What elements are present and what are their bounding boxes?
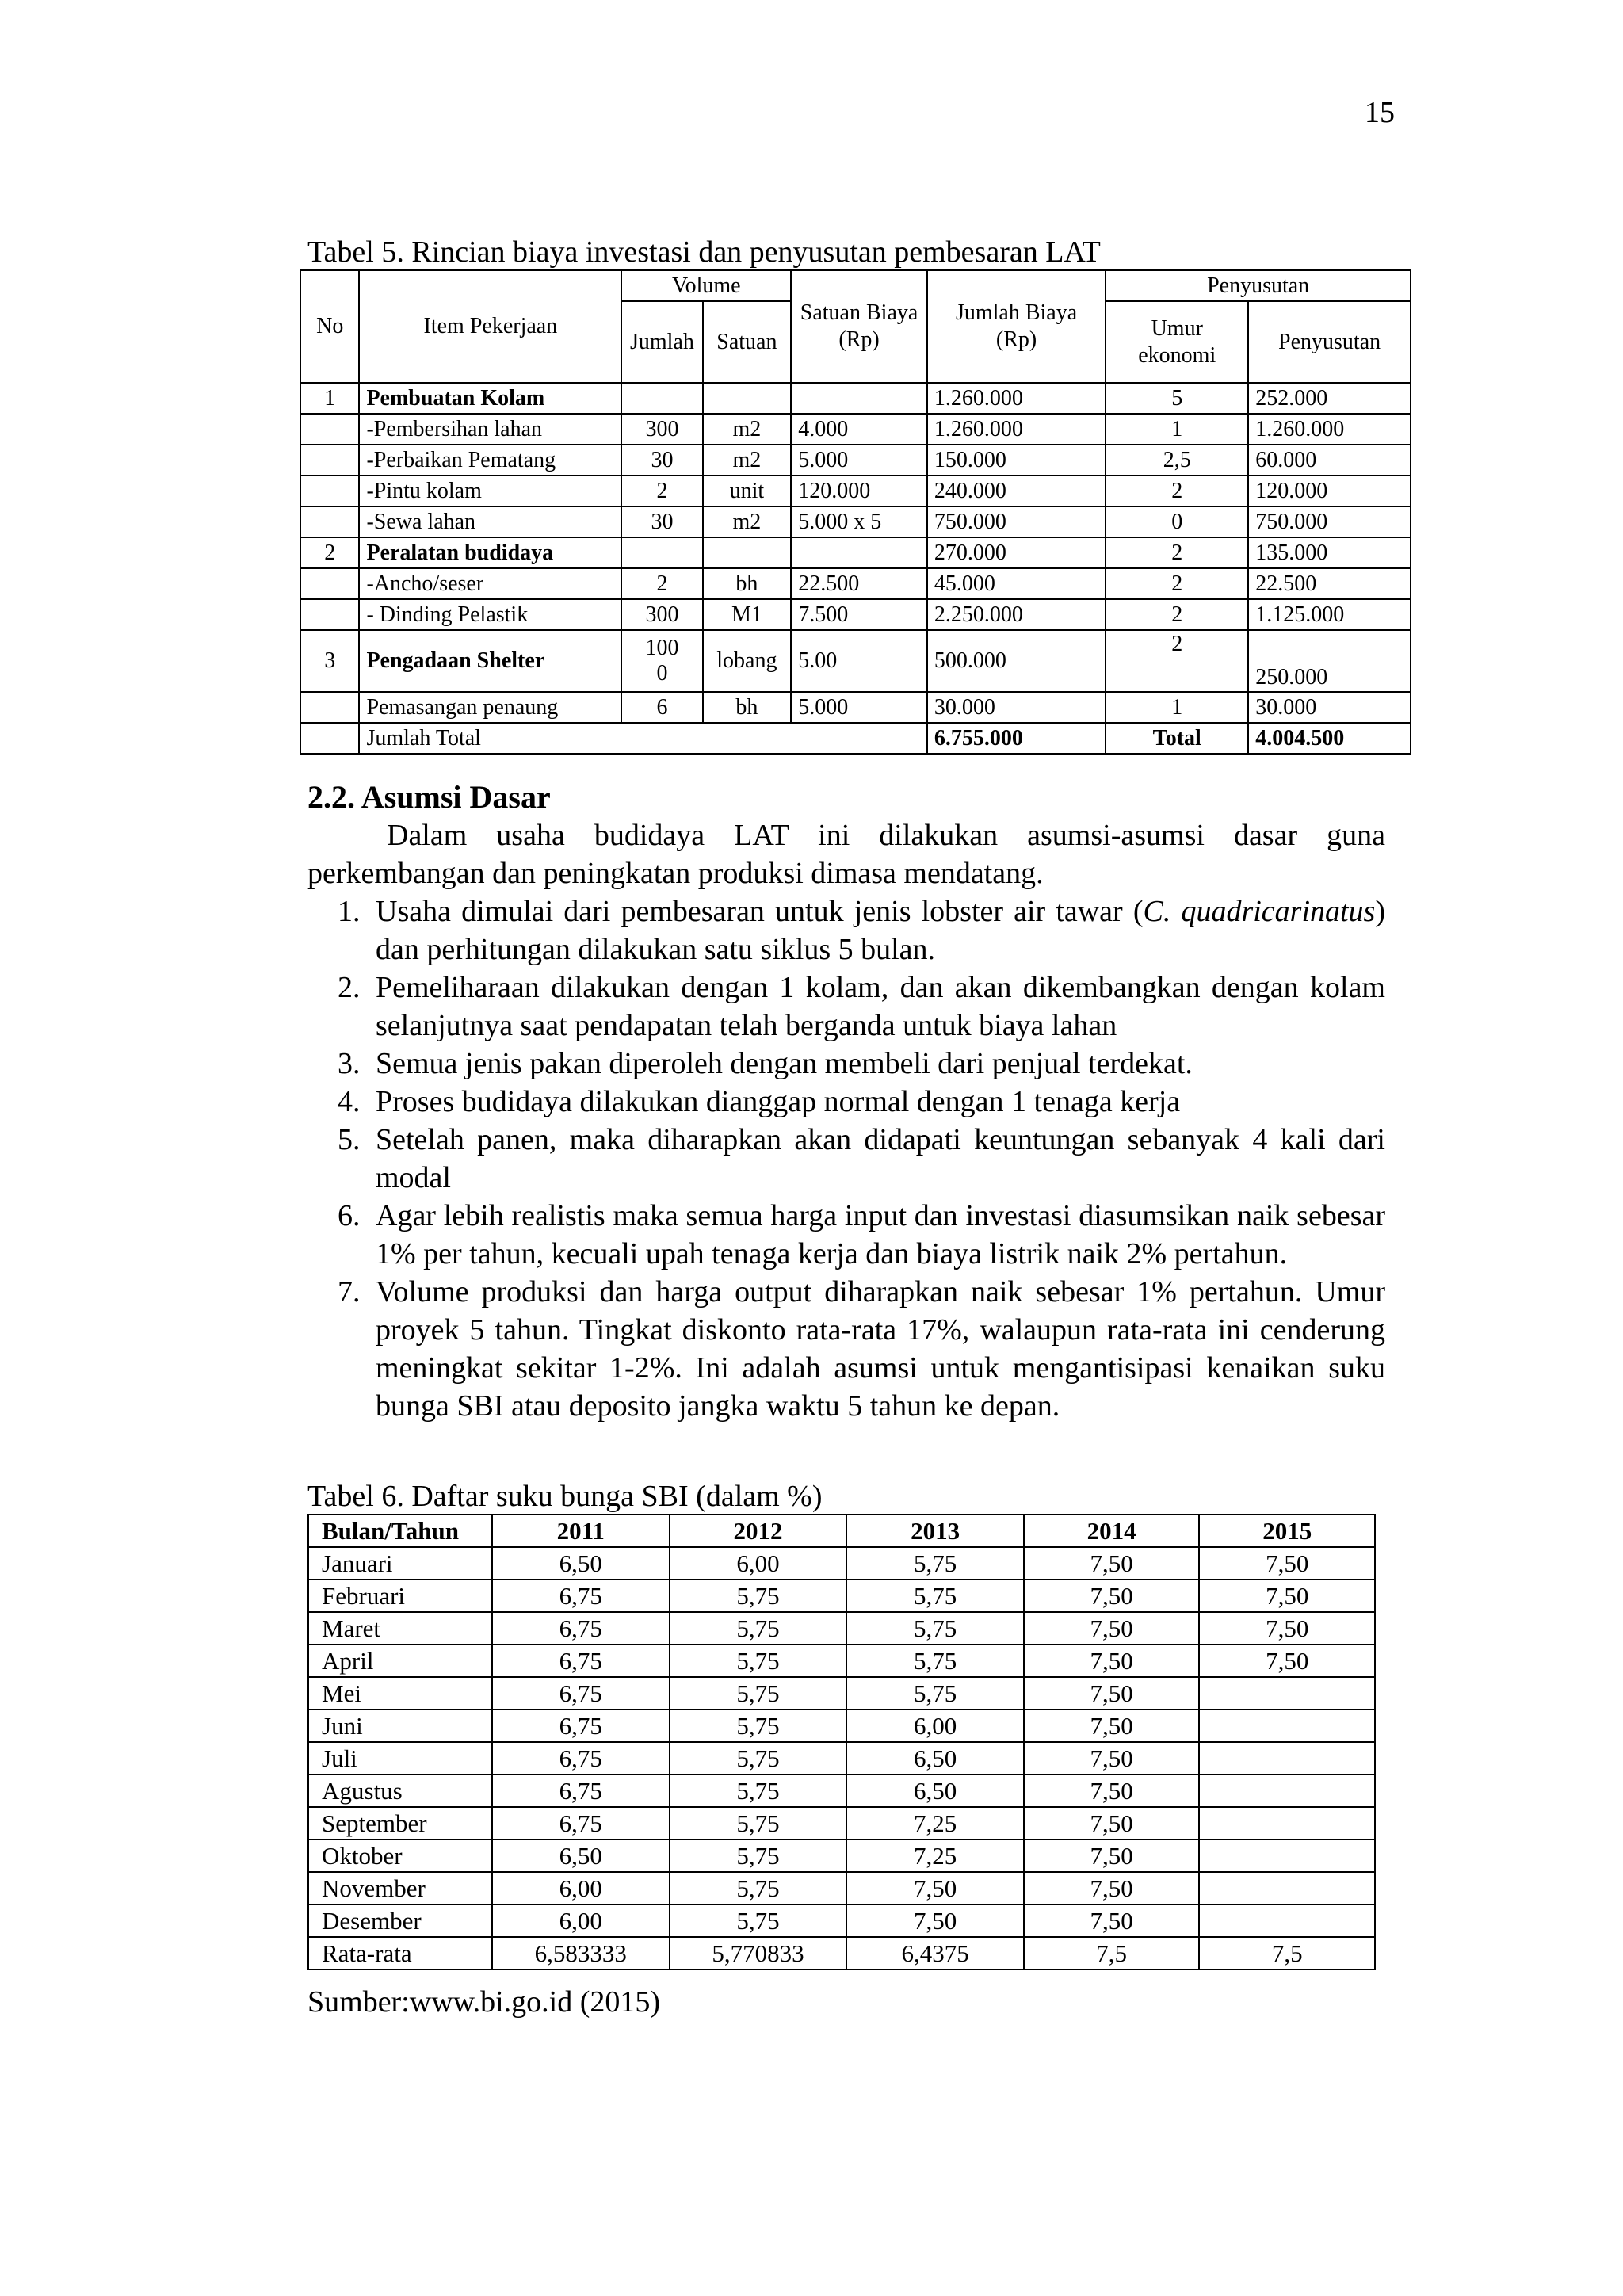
- cell-umur: 1: [1106, 414, 1248, 445]
- rate-cell: 6,50: [846, 1742, 1024, 1775]
- cell-satuan-biaya: 5.00: [791, 630, 927, 692]
- table-row: [308, 1904, 1375, 1937]
- list-item-text: Usaha dimulai dari pembesaran untuk jenis lobster air tawar (: [376, 895, 1144, 928]
- cell-jumlah-biaya: 240.000: [927, 476, 1106, 506]
- header-jumlah-biaya: Jumlah Biaya (Rp): [927, 270, 1106, 383]
- header-jumlah: Jumlah: [621, 301, 702, 383]
- header-satuan-biaya: Satuan Biaya (Rp): [791, 270, 927, 383]
- rate-cell: 5,75: [670, 1612, 847, 1645]
- month-cell: Agustus: [308, 1775, 492, 1807]
- table-row-penaung: [300, 692, 1411, 723]
- cell-jumlah: 30: [621, 445, 702, 476]
- table-row: [300, 506, 1411, 537]
- cell-satuan-biaya: [791, 383, 927, 414]
- cell-penyusutan: 750.000: [1248, 506, 1411, 537]
- rate-cell: 5,75: [846, 1677, 1024, 1710]
- cell-umur: 2: [1106, 537, 1248, 568]
- table-row: [308, 1645, 1375, 1677]
- table-row: [308, 1742, 1375, 1775]
- species-name: C. quadricarinatus: [1143, 895, 1376, 928]
- table5-caption: Tabel 5. Rincian biaya investasi dan penyusutan pembesaran LAT: [307, 235, 1101, 269]
- rate-cell: 7,50: [1024, 1580, 1200, 1612]
- table-row: [300, 476, 1411, 506]
- table-row-shelter: [300, 630, 1411, 692]
- header-item: Item Pekerjaan: [359, 270, 621, 383]
- assumption-list: [307, 892, 1385, 1425]
- table-row: [300, 568, 1411, 599]
- section-body: [307, 816, 1385, 1425]
- header-cell: 2015: [1199, 1515, 1375, 1547]
- table-row: [308, 1710, 1375, 1742]
- cell-umur: 2: [1106, 599, 1248, 630]
- header-volume: Volume: [621, 270, 791, 301]
- rate-cell: 7,5: [1199, 1937, 1375, 1969]
- rate-cell: 6,00: [492, 1904, 670, 1937]
- cell-penyusutan: 60.000: [1248, 445, 1411, 476]
- table-row: [308, 1937, 1375, 1969]
- rate-cell: 6,75: [492, 1645, 670, 1677]
- cell-satuan: m2: [703, 414, 792, 445]
- cell-penyusutan: 120.000: [1248, 476, 1411, 506]
- cell-item: Peralatan budidaya: [359, 537, 621, 568]
- table-row: [300, 599, 1411, 630]
- rate-cell: 6,50: [492, 1547, 670, 1580]
- rate-cell: 7,50: [1024, 1904, 1200, 1937]
- rate-cell: 6,75: [492, 1612, 670, 1645]
- rate-cell: 6,50: [492, 1839, 670, 1872]
- rate-cell: [1199, 1677, 1375, 1710]
- cell-jumlah: 300: [621, 414, 702, 445]
- table-row: [308, 1547, 1375, 1580]
- rate-cell: 7,25: [846, 1839, 1024, 1872]
- list-item: 2. Pemeliharaan dilakukan dengan 1 kolam, dan akan dikembangkan dengan kolam selanjutnya saat pendapatan telah berganda untuk biaya lahan: [368, 968, 1385, 1045]
- cell-item: Pemasangan penaung: [359, 692, 621, 723]
- cell-item: -Pembersihan lahan: [359, 414, 621, 445]
- rate-cell: 5,75: [670, 1580, 847, 1612]
- cell-item: -Ancho/seser: [359, 568, 621, 599]
- cell-no: [300, 692, 359, 723]
- rate-cell: 5,75: [846, 1547, 1024, 1580]
- list-item: 5. Setelah panen, maka diharapkan akan didapati keuntungan sebanyak 4 kali dari modal: [368, 1121, 1385, 1197]
- month-cell: April: [308, 1645, 492, 1677]
- cell-no: 1: [300, 383, 359, 414]
- table-row: [308, 1775, 1375, 1807]
- table-row: [300, 445, 1411, 476]
- rate-cell: 6,75: [492, 1580, 670, 1612]
- cell-jumlah-biaya: 500.000: [927, 630, 1106, 692]
- section-title: 2.2. Asumsi Dasar: [307, 779, 551, 815]
- cell-jumlah: 2: [621, 476, 702, 506]
- cell-jumlah-biaya: 2.250.000: [927, 599, 1106, 630]
- rate-cell: 7,25: [846, 1807, 1024, 1839]
- header-cell: 2012: [670, 1515, 847, 1547]
- cell-satuan-biaya: 7.500: [791, 599, 927, 630]
- cell-satuan: m2: [703, 506, 792, 537]
- rate-cell: 5,75: [670, 1839, 847, 1872]
- rate-cell: 7,50: [846, 1872, 1024, 1904]
- cell-jumlah-biaya: 1.260.000: [927, 414, 1106, 445]
- rate-cell: 6,583333: [492, 1937, 670, 1969]
- cell-penyusutan: 22.500: [1248, 568, 1411, 599]
- rate-cell: 6,00: [846, 1710, 1024, 1742]
- table6-caption: Tabel 6. Daftar suku bunga SBI (dalam %): [307, 1480, 823, 1513]
- cell-satuan: M1: [703, 599, 792, 630]
- cell-no: [300, 414, 359, 445]
- cell-satuan: lobang: [703, 630, 792, 692]
- cell-satuan-biaya: 5.000: [791, 692, 927, 723]
- header-satuan: Satuan: [703, 301, 792, 383]
- cell-no: [300, 506, 359, 537]
- cell-item: - Dinding Pelastik: [359, 599, 621, 630]
- cell-total-penyusutan: 4.004.500: [1248, 723, 1411, 754]
- header-penyusutan: Penyusutan: [1248, 301, 1411, 383]
- cell-no: 2: [300, 537, 359, 568]
- cell-no: [300, 445, 359, 476]
- rate-cell: 7,5: [1024, 1937, 1200, 1969]
- list-item: 4. Proses budidaya dilakukan dianggap normal dengan 1 tenaga kerja: [368, 1083, 1385, 1121]
- rate-cell: 7,50: [1024, 1872, 1200, 1904]
- table6-header-row: [308, 1515, 1375, 1547]
- cell-no: [300, 599, 359, 630]
- cell-umur: 2: [1106, 630, 1248, 692]
- cell-satuan: bh: [703, 568, 792, 599]
- month-cell: Januari: [308, 1547, 492, 1580]
- rate-cell: 6,75: [492, 1807, 670, 1839]
- rate-cell: 5,75: [670, 1645, 847, 1677]
- table-row: [308, 1807, 1375, 1839]
- cell-umur: 1: [1106, 692, 1248, 723]
- rate-cell: 5,75: [670, 1742, 847, 1775]
- table-row: [308, 1872, 1375, 1904]
- list-item: [368, 892, 1385, 968]
- rate-cell: [1199, 1742, 1375, 1775]
- cell-jumlah-biaya: 45.000: [927, 568, 1106, 599]
- rate-cell: 7,50: [1024, 1677, 1200, 1710]
- cell-total-jumlah-biaya: 6.755.000: [927, 723, 1106, 754]
- cell-no-empty: [300, 723, 359, 754]
- cell-jumlah-biaya: 1.260.000: [927, 383, 1106, 414]
- month-cell: Februari: [308, 1580, 492, 1612]
- rate-cell: 7,50: [1024, 1807, 1200, 1839]
- header-umur-ekonomi: Umur ekonomi: [1106, 301, 1248, 383]
- rate-cell: 7,50: [1199, 1547, 1375, 1580]
- cell-penyusutan: 1.125.000: [1248, 599, 1411, 630]
- cell-satuan-biaya: [791, 537, 927, 568]
- cell-item: Pengadaan Shelter: [359, 630, 621, 692]
- cell-jumlah-line1: 100: [645, 636, 679, 660]
- table-row: [308, 1839, 1375, 1872]
- cell-no: 3: [300, 630, 359, 692]
- page-number: 15: [1365, 96, 1395, 129]
- cell-satuan: bh: [703, 692, 792, 723]
- cell-umur: 0: [1106, 506, 1248, 537]
- rate-cell: 5,75: [670, 1677, 847, 1710]
- rate-cell: 7,50: [1199, 1580, 1375, 1612]
- list-item-text: ) dan perhitungan dilakukan satu siklus 5 bulan.: [376, 895, 1386, 966]
- cell-item: -Perbaikan Pematang: [359, 445, 621, 476]
- cell-jumlah-biaya: 750.000: [927, 506, 1106, 537]
- cell-no: [300, 476, 359, 506]
- rate-cell: [1199, 1710, 1375, 1742]
- month-cell: Juli: [308, 1742, 492, 1775]
- rate-cell: 5,75: [670, 1904, 847, 1937]
- cell-penyusutan: 30.000: [1248, 692, 1411, 723]
- cell-jumlah: [621, 630, 702, 692]
- rate-cell: 7,50: [1199, 1612, 1375, 1645]
- month-cell: Juni: [308, 1710, 492, 1742]
- cell-jumlah: [621, 537, 702, 568]
- cell-umur: 2,5: [1106, 445, 1248, 476]
- rate-cell: 6,75: [492, 1742, 670, 1775]
- month-cell: Rata-rata: [308, 1937, 492, 1969]
- header-cell: 2014: [1024, 1515, 1200, 1547]
- cell-total-word: Total: [1106, 723, 1248, 754]
- rate-cell: 6,75: [492, 1775, 670, 1807]
- cell-item: -Sewa lahan: [359, 506, 621, 537]
- table6-sbi-rates: [307, 1514, 1376, 1970]
- table-row: [300, 537, 1411, 568]
- cell-item: -Pintu kolam: [359, 476, 621, 506]
- cell-satuan-biaya: 22.500: [791, 568, 927, 599]
- rate-cell: 7,50: [1024, 1547, 1200, 1580]
- cell-penyusutan: 250.000: [1248, 630, 1411, 692]
- rate-cell: [1199, 1839, 1375, 1872]
- rate-cell: 7,50: [1024, 1645, 1200, 1677]
- rate-cell: 5,75: [846, 1612, 1024, 1645]
- rate-cell: 6,75: [492, 1710, 670, 1742]
- cell-jumlah-biaya: 30.000: [927, 692, 1106, 723]
- table5-investment-costs: [300, 269, 1411, 755]
- table-row: [308, 1677, 1375, 1710]
- rate-cell: 5,75: [670, 1710, 847, 1742]
- table-row: [300, 414, 1411, 445]
- cell-satuan-biaya: 5.000: [791, 445, 927, 476]
- cell-satuan-biaya: 5.000 x 5: [791, 506, 927, 537]
- cell-jumlah: 30: [621, 506, 702, 537]
- cell-penyusutan: 1.260.000: [1248, 414, 1411, 445]
- month-cell: Desember: [308, 1904, 492, 1937]
- cell-jumlah: 6: [621, 692, 702, 723]
- section-intro: Dalam usaha budidaya LAT ini dilakukan asumsi-asumsi dasar guna perkembangan dan peningkatan produksi dimasa mendatang.: [307, 819, 1385, 890]
- month-cell: Maret: [308, 1612, 492, 1645]
- rate-cell: 6,75: [492, 1677, 670, 1710]
- cell-jumlah: 300: [621, 599, 702, 630]
- rate-cell: 7,50: [1024, 1710, 1200, 1742]
- cell-satuan: [703, 383, 792, 414]
- header-cell: 2013: [846, 1515, 1024, 1547]
- cell-penyusutan: 252.000: [1248, 383, 1411, 414]
- table-row-total: [300, 723, 1411, 754]
- header-no: No: [300, 270, 359, 383]
- cell-umur: 2: [1106, 568, 1248, 599]
- cell-total-label: Jumlah Total: [359, 723, 926, 754]
- cell-jumlah-biaya: 150.000: [927, 445, 1106, 476]
- rate-cell: 7,50: [1024, 1612, 1200, 1645]
- cell-item: Pembuatan Kolam: [359, 383, 621, 414]
- cell-no: [300, 568, 359, 599]
- cell-umur: 5: [1106, 383, 1248, 414]
- table6-source: Sumber:www.bi.go.id (2015): [307, 1985, 661, 2019]
- cell-jumlah: 2: [621, 568, 702, 599]
- rate-cell: 5,770833: [670, 1937, 847, 1969]
- list-item: 6. Agar lebih realistis maka semua harga input dan investasi diasumsikan naik sebesar 1% per tahun, kecuali upah tenaga kerja dan biaya listrik naik 2% pertahun.: [368, 1197, 1385, 1273]
- rate-cell: 7,50: [1024, 1839, 1200, 1872]
- rate-cell: 6,00: [670, 1547, 847, 1580]
- rate-cell: 5,75: [846, 1645, 1024, 1677]
- list-item: 3. Semua jenis pakan diperoleh dengan membeli dari penjual terdekat.: [368, 1045, 1385, 1083]
- table-row: [300, 383, 1411, 414]
- rate-cell: 7,50: [1024, 1742, 1200, 1775]
- rate-cell: 5,75: [670, 1775, 847, 1807]
- cell-jumlah: [621, 383, 702, 414]
- cell-satuan-biaya: 4.000: [791, 414, 927, 445]
- cell-satuan: m2: [703, 445, 792, 476]
- rate-cell: [1199, 1904, 1375, 1937]
- cell-satuan: unit: [703, 476, 792, 506]
- cell-jumlah-line2: 0: [656, 661, 668, 686]
- header-cell: 2011: [492, 1515, 670, 1547]
- rate-cell: 7,50: [1024, 1775, 1200, 1807]
- rate-cell: 6,50: [846, 1775, 1024, 1807]
- cell-umur: 2: [1106, 476, 1248, 506]
- header-penyusutan-group: Penyusutan: [1106, 270, 1411, 301]
- cell-satuan-biaya: 120.000: [791, 476, 927, 506]
- rate-cell: 5,75: [670, 1872, 847, 1904]
- month-cell: November: [308, 1872, 492, 1904]
- table-row: [308, 1612, 1375, 1645]
- table-row: [308, 1580, 1375, 1612]
- rate-cell: [1199, 1807, 1375, 1839]
- rate-cell: [1199, 1775, 1375, 1807]
- month-cell: Oktober: [308, 1839, 492, 1872]
- month-cell: September: [308, 1807, 492, 1839]
- rate-cell: 7,50: [846, 1904, 1024, 1937]
- rate-cell: 6,4375: [846, 1937, 1024, 1969]
- cell-satuan: [703, 537, 792, 568]
- rate-cell: 5,75: [670, 1807, 847, 1839]
- rate-cell: 6,00: [492, 1872, 670, 1904]
- cell-penyusutan: 135.000: [1248, 537, 1411, 568]
- month-cell: Mei: [308, 1677, 492, 1710]
- rate-cell: [1199, 1872, 1375, 1904]
- header-cell: Bulan/Tahun: [308, 1515, 492, 1547]
- list-item: 7. Volume produksi dan harga output diharapkan naik sebesar 1% pertahun. Umur proyek 5 tahun. Tingkat diskonto rata-rata 17%, walaupun rata-rata ini cenderung meningkat sekitar 1-2%. Ini adalah asumsi untuk mengantisipasi kenaikan suku bunga SBI atau deposito jangka waktu 5 tahun ke depan.: [368, 1273, 1385, 1425]
- rate-cell: 7,50: [1199, 1645, 1375, 1677]
- rate-cell: 5,75: [846, 1580, 1024, 1612]
- cell-jumlah-biaya: 270.000: [927, 537, 1106, 568]
